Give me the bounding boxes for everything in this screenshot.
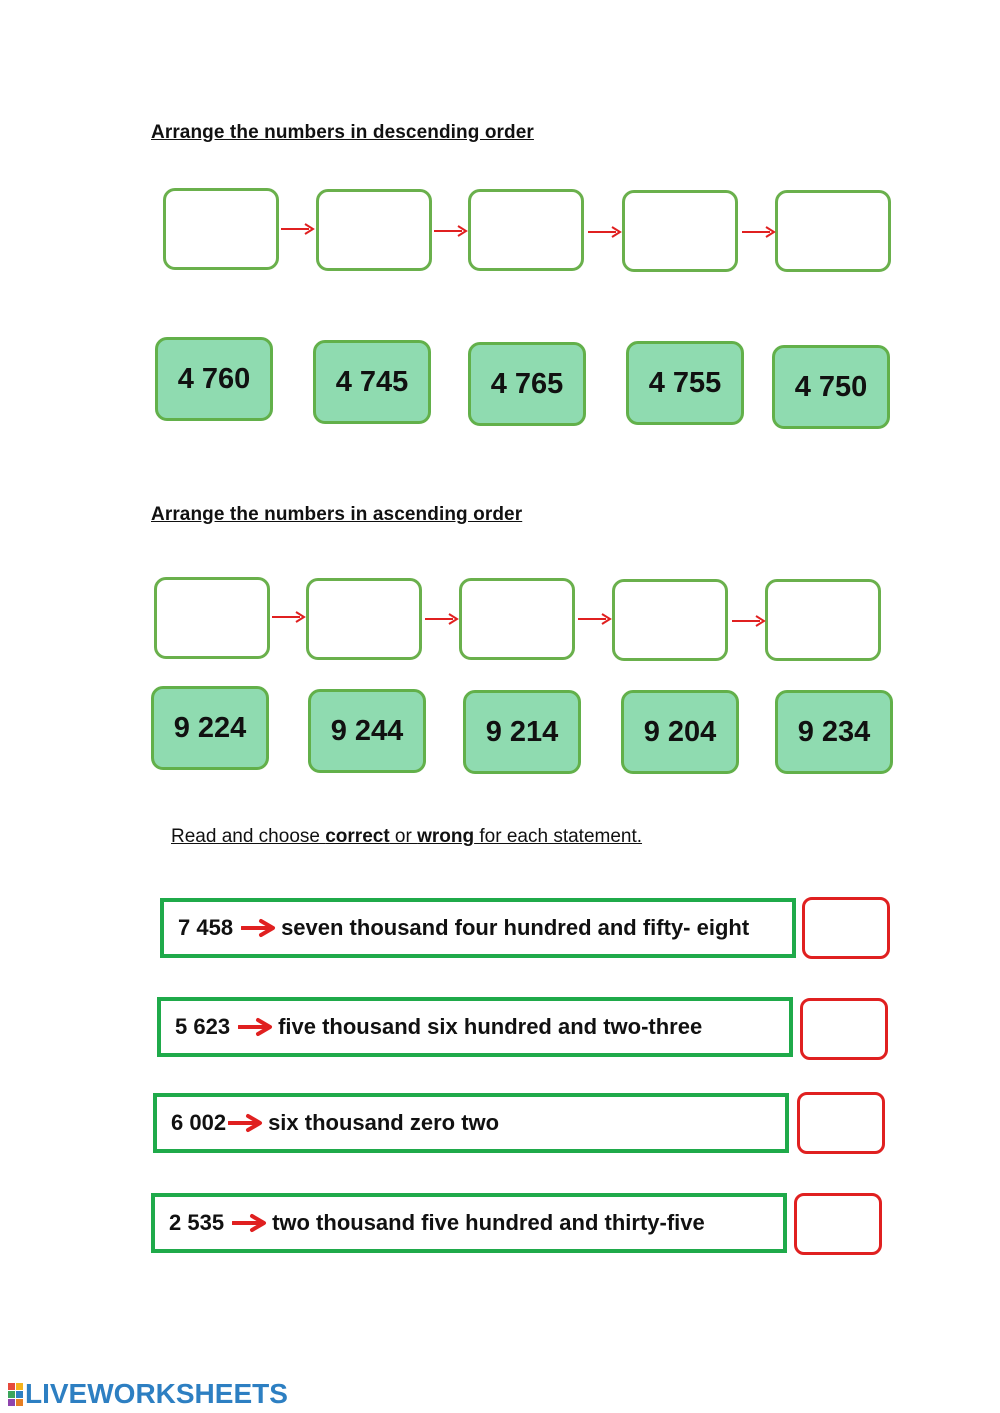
descending-heading: Arrange the numbers in descending order: [151, 122, 534, 143]
descending-dropzone-5[interactable]: [775, 190, 891, 272]
instruction-part: for each statement.: [474, 826, 643, 847]
number-tile[interactable]: 4 750: [772, 345, 890, 429]
statement-words: six thousand zero two: [268, 1110, 500, 1135]
choice-box[interactable]: [800, 998, 888, 1060]
arrow-right-icon: [434, 225, 468, 237]
liveworksheets-logo: [8, 1379, 288, 1409]
number-tile[interactable]: 4 760: [155, 337, 273, 421]
instruction-part: or: [389, 826, 418, 847]
number-tile[interactable]: 9 244: [308, 689, 426, 773]
arrow-right-icon: [272, 611, 306, 623]
instruction-text: [171, 826, 642, 848]
number-tile[interactable]: 4 765: [468, 342, 586, 426]
ascending-dropzone-3[interactable]: [459, 578, 575, 660]
descending-dropzone-2[interactable]: [316, 189, 432, 271]
arrow-right-icon: [238, 1017, 274, 1037]
arrow-right-icon: [742, 226, 776, 238]
logo-blocks-icon: [8, 1383, 23, 1406]
number-tile[interactable]: 4 755: [626, 341, 744, 425]
arrow-right-icon: [425, 613, 459, 625]
choice-box[interactable]: [794, 1193, 882, 1255]
arrow-right-icon: [241, 918, 277, 938]
statement-row: [151, 1193, 787, 1253]
instruction-part: Read and choose: [171, 826, 326, 847]
number-tile[interactable]: 9 224: [151, 686, 269, 770]
arrow-right-icon: [228, 1113, 264, 1133]
statement-words: five thousand six hundred and two-three: [278, 1014, 703, 1039]
number-tile[interactable]: 9 204: [621, 690, 739, 774]
ascending-dropzone-1[interactable]: [154, 577, 270, 659]
descending-dropzone-1[interactable]: [163, 188, 279, 270]
statement-words: two thousand five hundred and thirty-five: [272, 1210, 705, 1235]
number-tile[interactable]: 4 745: [313, 340, 431, 424]
arrow-right-icon: [732, 615, 766, 627]
ascending-dropzone-2[interactable]: [306, 578, 422, 660]
number-tile[interactable]: 9 234: [775, 690, 893, 774]
ascending-heading: Arrange the numbers in ascending order: [151, 504, 523, 525]
statement-number: 7 458: [178, 915, 234, 940]
choice-box[interactable]: [797, 1092, 885, 1154]
statement-number: 5 623: [175, 1014, 231, 1039]
instruction-correct-word: correct: [325, 826, 390, 847]
arrow-right-icon: [232, 1213, 268, 1233]
logo-text: LIVEWORKSHEETS: [25, 1378, 288, 1409]
arrow-right-icon: [578, 613, 612, 625]
statement-row: [157, 997, 793, 1057]
ascending-dropzone-4[interactable]: [612, 579, 728, 661]
statement-row: [160, 898, 796, 958]
arrow-right-icon: [588, 226, 622, 238]
instruction-wrong-word: wrong: [417, 826, 475, 847]
arrow-right-icon: [281, 223, 315, 235]
statement-row: [153, 1093, 789, 1153]
descending-dropzone-4[interactable]: [622, 190, 738, 272]
statement-number: 6 002: [171, 1110, 227, 1135]
statement-words: seven thousand four hundred and fifty- eight: [281, 915, 750, 940]
ascending-dropzone-5[interactable]: [765, 579, 881, 661]
choice-box[interactable]: [802, 897, 890, 959]
statement-number: 2 535: [169, 1210, 225, 1235]
number-tile[interactable]: 9 214: [463, 690, 581, 774]
descending-dropzone-3[interactable]: [468, 189, 584, 271]
